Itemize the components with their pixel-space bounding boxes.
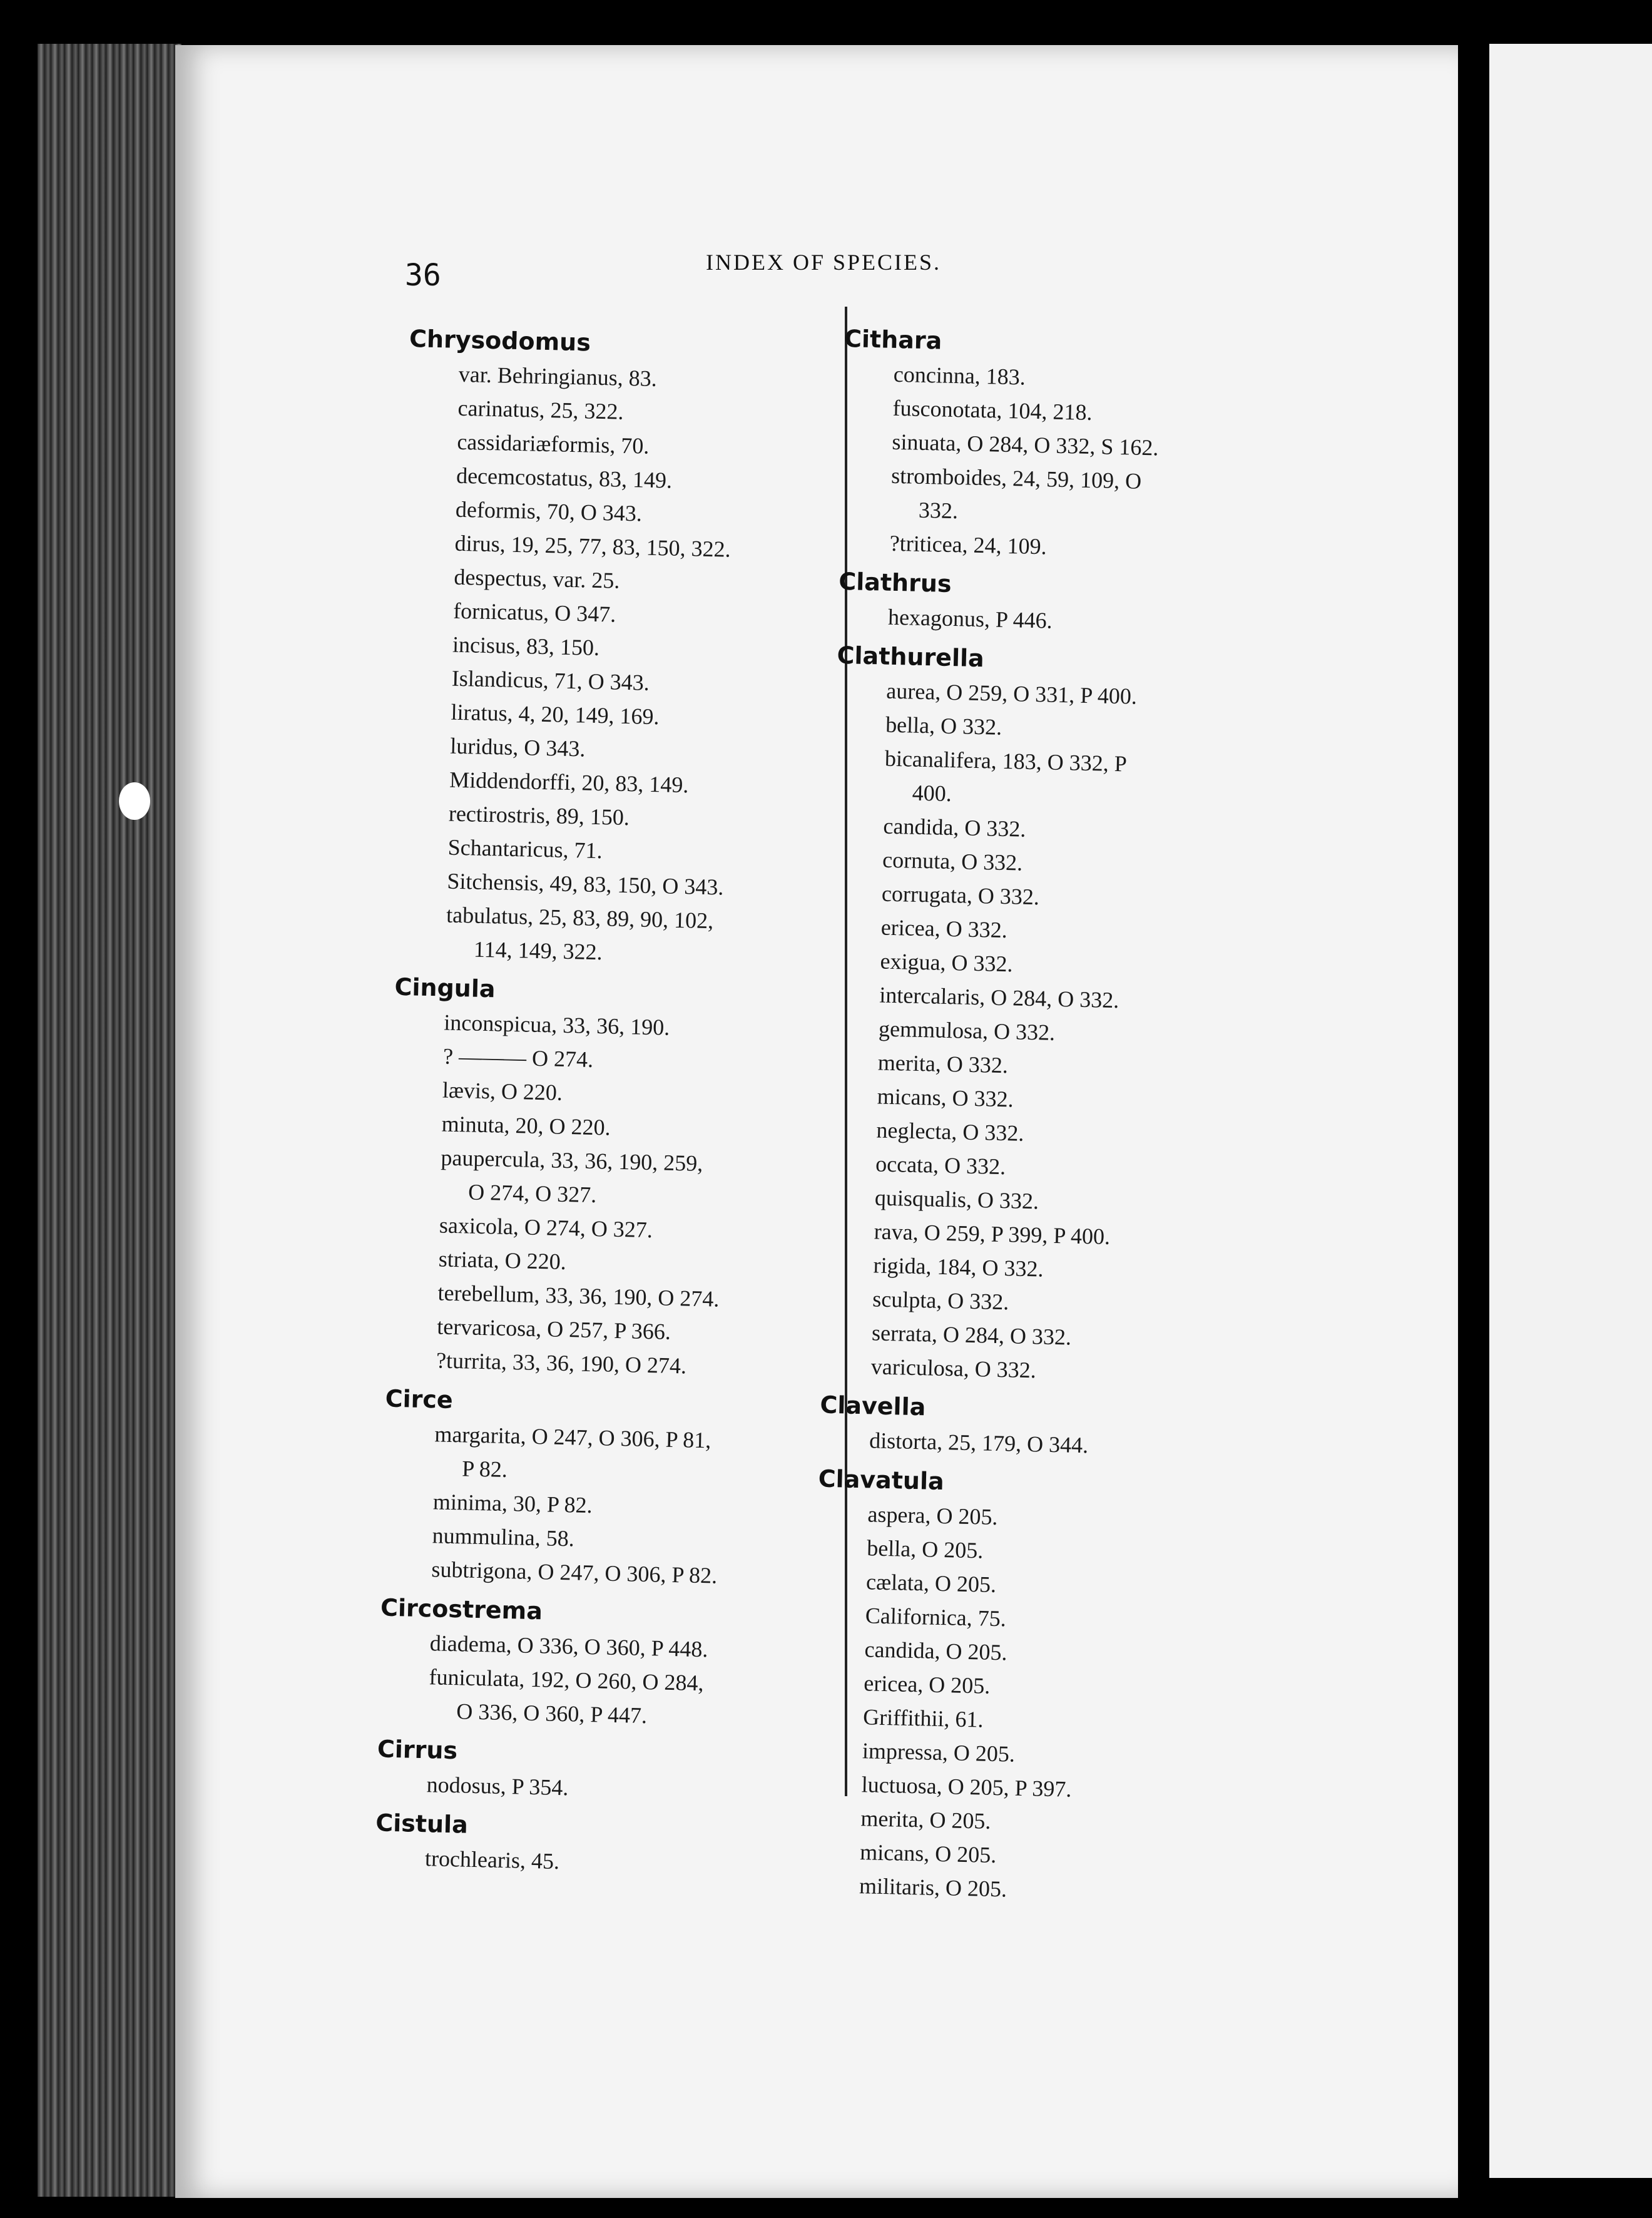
- species-entry: ericea, O 205.: [863, 1670, 991, 1699]
- species-entry: sinuata, O 284, O 332, S 162.: [892, 429, 1159, 461]
- species-entry: P 82.: [461, 1456, 508, 1483]
- species-entry: stromboides, 24, 59, 109, O: [890, 463, 1142, 494]
- book-spine-edge: [38, 44, 181, 2197]
- species-entry: bella, O 332.: [885, 712, 1002, 740]
- species-entry: variculosa, O 332.: [870, 1354, 1037, 1383]
- species-entry: minuta, 20, O 220.: [441, 1111, 611, 1140]
- species-entry: tervaricosa, O 257, P 366.: [436, 1314, 671, 1344]
- genus-heading: Cithara: [844, 324, 942, 355]
- species-entry: Californica, 75.: [865, 1603, 1007, 1632]
- species-entry: ?triticea, 24, 109.: [889, 530, 1048, 560]
- genus-heading: Cingula: [394, 973, 496, 1003]
- species-entry: neglecta, O 332.: [876, 1117, 1024, 1146]
- genus-heading: Clathurella: [837, 641, 985, 673]
- species-entry: Schantaricus, 71.: [447, 834, 603, 864]
- species-entry: aurea, O 259, O 331, P 400.: [885, 678, 1138, 709]
- species-entry: 332.: [918, 497, 959, 524]
- species-entry: nodosus, P 354.: [426, 1772, 569, 1801]
- species-entry: lævis, O 220.: [442, 1077, 563, 1105]
- species-entry: ericea, O 332.: [880, 914, 1008, 943]
- species-entry: striata, O 220.: [438, 1246, 567, 1275]
- genus-heading: Cistula: [375, 1809, 469, 1839]
- species-entry: quisqualis, O 332.: [874, 1185, 1039, 1214]
- species-entry: sculpta, O 332.: [872, 1286, 1009, 1315]
- species-entry: liratus, 4, 20, 149, 169.: [451, 699, 660, 730]
- species-entry: deformis, 70, O 343.: [455, 496, 643, 526]
- species-entry: fusconotata, 104, 218.: [892, 395, 1093, 426]
- species-entry: intercalaris, O 284, O 332.: [879, 982, 1119, 1013]
- species-entry: O 336, O 360, P 447.: [456, 1699, 648, 1729]
- page-number: 36: [405, 258, 441, 293]
- species-entry: diadema, O 336, O 360, P 448.: [429, 1630, 708, 1662]
- genus-heading: Circostrema: [380, 1593, 543, 1625]
- species-entry: nummulina, 58.: [432, 1523, 575, 1551]
- species-entry: tabulatus, 25, 83, 89, 90, 102,: [446, 902, 714, 934]
- species-entry: micans, O 332.: [877, 1083, 1014, 1112]
- species-entry: candida, O 332.: [883, 813, 1026, 842]
- species-entry: rava, O 259, P 399, P 400.: [874, 1219, 1111, 1249]
- species-entry: occata, O 332.: [875, 1151, 1006, 1180]
- species-entry: inconspicua, 33, 36, 190.: [443, 1009, 670, 1040]
- species-entry: exigua, O 332.: [880, 948, 1014, 977]
- species-entry: bicanalifera, 183, O 332, P: [884, 745, 1128, 777]
- genus-heading: Cirrus: [377, 1735, 458, 1765]
- species-entry: decemcostatus, 83, 149.: [456, 463, 673, 493]
- species-entry: luridus, O 343.: [449, 733, 586, 762]
- species-entry: var. Behringianus, 83.: [458, 361, 658, 391]
- species-entry: bella, O 205.: [866, 1535, 984, 1563]
- species-entry: luctuosa, O 205, P 397.: [861, 1772, 1072, 1802]
- species-entry: fornicatus, O 347.: [452, 598, 616, 627]
- species-entry: subtrigona, O 247, O 306, P 82.: [431, 1556, 718, 1588]
- species-entry: rectirostris, 89, 150.: [448, 800, 630, 830]
- species-entry: cassidariæformis, 70.: [457, 429, 650, 459]
- species-entry: terebellum, 33, 36, 190, O 274.: [437, 1280, 720, 1312]
- species-entry: concinna, 183.: [893, 361, 1026, 390]
- species-entry: serrata, O 284, O 332.: [871, 1320, 1072, 1350]
- species-entry: aspera, O 205.: [867, 1501, 998, 1530]
- species-entry: ? ——— O 274.: [442, 1043, 594, 1072]
- species-entry: Sitchensis, 49, 83, 150, O 343.: [447, 868, 724, 900]
- species-entry: gemmulosa, O 332.: [878, 1016, 1056, 1045]
- running-head: INDEX OF SPECIES.: [706, 250, 942, 275]
- species-entry: militaris, O 205.: [859, 1873, 1007, 1902]
- species-entry: trochlearis, 45.: [424, 1846, 560, 1874]
- species-entry: Islandicus, 71, O 343.: [451, 665, 650, 695]
- species-entry: ?turrita, 33, 36, 190, O 274.: [436, 1347, 687, 1379]
- species-entry: 114, 149, 322.: [473, 936, 603, 965]
- species-entry: cornuta, O 332.: [882, 847, 1023, 876]
- genus-heading: Clavatula: [818, 1464, 945, 1496]
- index-column-left: [375, 316, 842, 1884]
- species-entry: 400.: [912, 780, 952, 807]
- species-entry: minima, 30, P 82.: [432, 1489, 593, 1518]
- species-entry: candida, O 205.: [864, 1637, 1008, 1665]
- paper-speck: [119, 782, 150, 820]
- species-entry: merita, O 332.: [877, 1050, 1009, 1078]
- species-entry: despectus, var. 25.: [454, 564, 620, 593]
- species-entry: hexagonus, P 446.: [887, 604, 1053, 633]
- genus-heading: Clathrus: [838, 567, 952, 598]
- species-entry: O 274, O 327.: [467, 1179, 597, 1208]
- species-entry: micans, O 205.: [859, 1839, 997, 1868]
- species-entry: cælata, O 205.: [865, 1569, 997, 1598]
- genus-heading: Circe: [385, 1384, 454, 1414]
- species-entry: Middendorffi, 20, 83, 149.: [449, 767, 689, 798]
- species-entry: rigida, 184, O 332.: [873, 1252, 1044, 1282]
- species-entry: paupercula, 33, 36, 190, 259,: [441, 1145, 703, 1176]
- species-entry: carinatus, 25, 322.: [457, 395, 625, 424]
- species-entry: impressa, O 205.: [862, 1738, 1016, 1767]
- genus-heading: Clavella: [820, 1391, 926, 1421]
- species-entry: merita, O 205.: [860, 1806, 991, 1834]
- species-entry: corrugata, O 332.: [881, 881, 1040, 910]
- species-entry: Griffithii, 61.: [862, 1704, 984, 1732]
- species-entry: incisus, 83, 150.: [452, 631, 600, 661]
- facing-page-edge: [1489, 44, 1652, 2178]
- species-entry: dirus, 19, 25, 77, 83, 150, 322.: [454, 530, 732, 562]
- genus-heading: Chrysodomus: [409, 324, 591, 357]
- index-column-right: [809, 316, 1283, 1911]
- species-entry: saxicola, O 274, O 327.: [439, 1212, 653, 1243]
- species-entry: distorta, 25, 179, O 344.: [869, 1428, 1089, 1458]
- species-entry: funiculata, 192, O 260, O 284,: [429, 1664, 704, 1696]
- species-entry: margarita, O 247, O 306, P 81,: [434, 1421, 711, 1453]
